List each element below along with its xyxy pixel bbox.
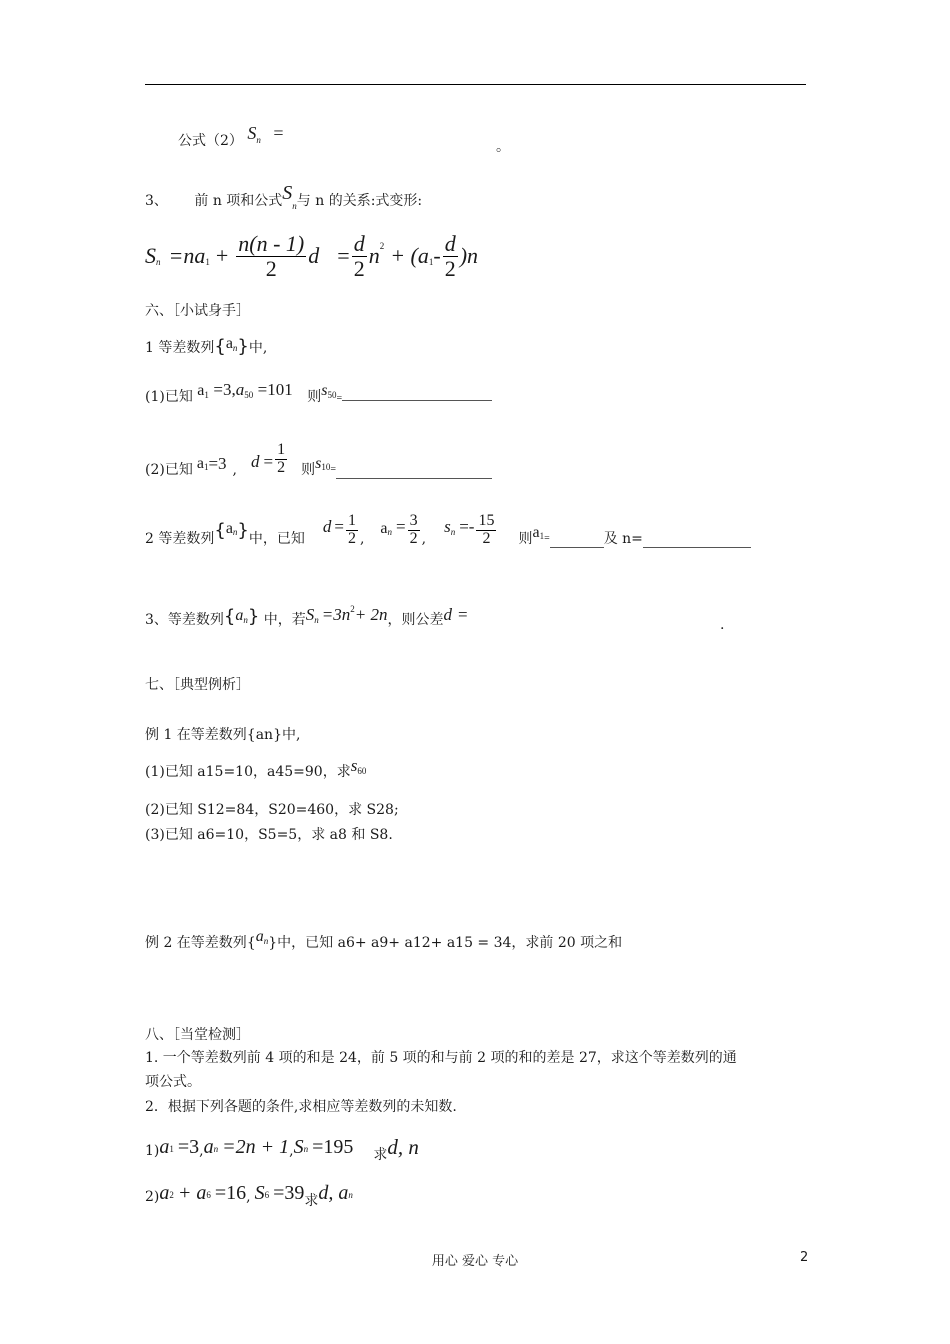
q2-line: 2 等差数列 { a n } 中，已知 d = $\frac{1}{2}$ , a n = $\frac{3}{2}$ , s n =- $\frac{15}{2}$ 则 a 1 = 及 n=: [145, 502, 751, 548]
formula2-eq: =: [273, 123, 284, 143]
ex1-l1-text: (1)已知 a15=10，a45=90，求: [145, 764, 351, 780]
q3-text: 3、等差数列: [145, 612, 224, 628]
q2-aneq: =: [396, 517, 406, 536]
bf-n2: n: [368, 243, 380, 268]
t2a-s1: 1: [169, 1144, 174, 1154]
bf-sub: n: [156, 257, 161, 267]
q2-sneq: =-: [459, 517, 475, 536]
q3-expr2: + 2n: [354, 605, 388, 624]
section7-title: 七、［典型例析］: [145, 677, 250, 693]
q2-d: d: [322, 517, 332, 536]
q2-sn: s: [444, 517, 451, 536]
q1a-blank[interactable]: [342, 386, 492, 401]
bf-plus: +: [215, 243, 229, 268]
q1-tail: 中,: [248, 340, 268, 356]
bf-frac3: [443, 232, 458, 279]
q1b-eq2: =: [330, 463, 336, 475]
q2-c2: ,: [421, 531, 427, 547]
t2a-a1: a: [159, 1136, 170, 1158]
t2a-vars: d, n: [387, 1135, 419, 1159]
ex2-a: a: [255, 928, 264, 945]
t2b-ask: 求: [304, 1193, 319, 1209]
q1a-line: [145, 380, 492, 408]
ex2-sub: n: [263, 936, 269, 946]
t1-line1: 1. 一个等差数列前 4 项的和是 24，前 5 项的和与前 2 项的和的差是 27，求这个等差数列的通: [145, 1050, 737, 1066]
q2-then: 则: [518, 531, 533, 547]
formula2-sub: n: [256, 135, 261, 145]
q3-end: .: [720, 617, 725, 633]
ex2-line: 例 2 在等差数列$\{a^n\}$中，已知 a6+ a9+ a12+ a15 = 34，求前 20 项之和: [145, 928, 623, 951]
q2-sfrac-num: 15: [478, 512, 495, 530]
t2a-ssub: n: [303, 1144, 309, 1154]
ex1-title: 例 1 在等差数列{an}中,: [145, 727, 301, 743]
q1b-ss: 10: [321, 461, 331, 472]
q2-an: a: [380, 520, 388, 537]
t2a-eq2: =2n + 1: [222, 1136, 290, 1158]
ex1-s60: 60: [357, 766, 367, 776]
t2b-s6: 6: [206, 1190, 211, 1200]
ex1-l1: [145, 756, 367, 782]
q3-line: 3、等差数列{an} 中，若$Sn =3n^2+ 2n$，则公差d =: [145, 604, 468, 628]
t2b-s2: 2: [169, 1190, 174, 1200]
t2b-vars: d, a: [318, 1182, 349, 1204]
t2a-ansub: n: [213, 1144, 219, 1154]
t2b-s: S: [254, 1182, 265, 1204]
bf-s: S: [145, 243, 156, 268]
bf-frac3-num: d: [444, 231, 456, 257]
t2b-eq1: =16: [214, 1182, 247, 1204]
q2-afrac-num: 3: [409, 512, 418, 530]
q3-s: S: [305, 605, 315, 624]
t2a-ask: 求: [373, 1147, 388, 1163]
q1b-blank[interactable]: [336, 464, 492, 479]
t2a-line: [145, 1130, 419, 1163]
q1a-then: 则: [307, 389, 322, 405]
q2-sfrac-den: 2: [482, 530, 491, 548]
q3-mid: 中，若: [263, 612, 306, 628]
q1a-label: (1)已知: [145, 389, 193, 405]
t2a-an: a: [203, 1136, 214, 1158]
formula2-line: [178, 123, 284, 151]
t2b-label: 2): [145, 1189, 160, 1205]
q3-expr: =3n: [321, 605, 351, 624]
q2-dfrac-den: 2: [347, 530, 356, 548]
sec3-text1: 前 n 项和公式: [194, 193, 283, 209]
sec3-sub: n: [292, 201, 297, 211]
q2-sub: n: [232, 527, 238, 537]
q1a-ss: 50: [327, 390, 337, 400]
t2a-eq1: =3: [177, 1136, 200, 1158]
q1a-a50: a: [235, 380, 245, 399]
bf-frac: [236, 232, 306, 279]
q1b-line: [145, 441, 492, 479]
ex1-s: s: [350, 756, 358, 775]
bf-frac-num: n(n - 1): [238, 231, 305, 257]
bf-sub2: 1: [428, 257, 434, 267]
footer-text: 用心 爱心 专心: [431, 1254, 519, 1269]
bf-plus2: + (a: [390, 243, 429, 268]
q1b-d: d: [251, 451, 260, 471]
q2-deq: =: [334, 517, 344, 536]
q2-afrac-den: 2: [409, 530, 418, 548]
bf-frac2-num: d: [353, 231, 365, 257]
t2a-eq3: =195: [312, 1136, 354, 1158]
q1-text: 1 等差数列: [145, 340, 215, 356]
q2-mid: 中，已知: [248, 531, 305, 547]
q1b-frac-num: 1: [277, 441, 286, 458]
t2a-c2: ,: [289, 1143, 294, 1159]
q2-c1: ,: [359, 531, 365, 547]
q2-a1sub: 1: [539, 531, 545, 541]
formula2-s: S: [247, 123, 257, 143]
q3-a: a: [235, 607, 244, 624]
t2b-ssub: 6: [264, 1190, 270, 1200]
q1-line: 1 等差数列{an}中,: [145, 335, 268, 357]
q3-tail: ，则公差: [387, 612, 444, 628]
q2-snsub: n: [450, 527, 456, 537]
sec3-line: [145, 182, 423, 211]
q2-text: 2 等差数列: [145, 531, 215, 547]
q1b-frac: [275, 442, 287, 477]
q1a-a1: a: [197, 382, 205, 399]
q3-ssub: n: [314, 615, 319, 625]
q1b-comma: ,: [232, 461, 237, 478]
q2-n-blank[interactable]: [643, 533, 751, 548]
q1a-val: =101: [257, 380, 293, 399]
bf-tail: )n: [459, 243, 479, 268]
page-number: 2: [800, 1250, 809, 1265]
q2-a1-blank[interactable]: [550, 533, 604, 548]
t2b-c1: ,: [246, 1189, 251, 1205]
t2-line: 2．根据下列各题的条件,求相应等差数列的未知数.: [145, 1099, 457, 1115]
q1b-eq: =: [263, 451, 274, 471]
t2b-line: [145, 1176, 353, 1209]
q2-ansub: n: [387, 527, 393, 537]
t2b-plus: + a: [177, 1182, 207, 1204]
q1a-s: s: [321, 382, 328, 399]
sec3-text2: 与 n 的关系:式变形:: [296, 193, 423, 209]
bf-frac2: [352, 232, 367, 279]
q3-eq: =: [458, 605, 468, 624]
q1-a: a: [225, 335, 233, 352]
bf-sub1: 1: [205, 257, 210, 267]
q2-dfrac: [346, 513, 358, 548]
bf-eq2: =: [337, 243, 350, 268]
sec3-s: S: [282, 182, 293, 204]
big-formula: [145, 228, 478, 284]
q1b-a1: a: [196, 454, 204, 472]
q2-sfrac: [476, 513, 496, 548]
q1a-expr: =3,: [213, 380, 236, 399]
formula2-end: 。: [496, 139, 510, 155]
t2b-a2: a: [159, 1182, 170, 1204]
q1b-s1: 1: [203, 461, 209, 472]
header-rule: [145, 84, 806, 85]
q1b-then: 则: [301, 461, 316, 478]
ex1-l2: (2)已知 S12=84，S20=460，求 S28;: [145, 802, 399, 818]
q1b-frac-den: 2: [277, 458, 286, 476]
bf-minus: -: [433, 243, 441, 268]
q3-d: d: [443, 605, 452, 624]
ex2-post: 中，已知 a6+ a9+ a12+ a15 = 34，求前 20 项之和: [277, 935, 623, 951]
sec3-num: 3、: [145, 193, 168, 209]
bf-frac2-den: 2: [353, 255, 365, 281]
q2-a1eq: =: [544, 533, 550, 544]
q2-and: 及 n=: [603, 531, 643, 547]
q3-sub: n: [243, 615, 248, 625]
t2b-vsub: n: [348, 1190, 353, 1200]
q3-sq: 2: [350, 604, 355, 614]
bf-eq1: =na: [168, 243, 206, 268]
t1-line2: 项公式。: [145, 1074, 201, 1090]
bf-sq: 2: [379, 241, 385, 251]
bf-frac-den: 2: [265, 255, 277, 281]
q1b-expr: =3: [208, 453, 227, 473]
q2-a1: a: [532, 524, 540, 541]
q2-afrac: [408, 513, 420, 548]
bf-frac3-den: 2: [444, 255, 456, 281]
q2-a: a: [225, 520, 233, 537]
ex1-l3: (3)已知 a6=10，S5=5，求 a8 和 S8.: [145, 827, 393, 843]
section6-title: 六、［小试身手］: [145, 303, 250, 319]
t2a-c1: ,: [199, 1143, 204, 1159]
formula2-label: 公式（2）: [178, 133, 243, 149]
t2a-label: 1): [145, 1143, 160, 1159]
q1a-eq: =: [336, 393, 343, 404]
q1-sub: n: [232, 343, 238, 353]
q1a-s1: 1: [204, 390, 209, 400]
t2b-eq2: =39: [273, 1182, 305, 1204]
t2a-s: S: [293, 1136, 304, 1158]
ex2-pre: 例 2 在等差数列: [145, 935, 247, 951]
q2-dfrac-num: 1: [347, 512, 356, 530]
q1a-s50: 50: [244, 390, 254, 400]
q1b-s: s: [315, 454, 322, 472]
bf-d: d: [308, 243, 320, 268]
q1b-label: (2)已知: [145, 461, 193, 478]
section8-title: 八、［当堂检测］: [145, 1027, 250, 1043]
